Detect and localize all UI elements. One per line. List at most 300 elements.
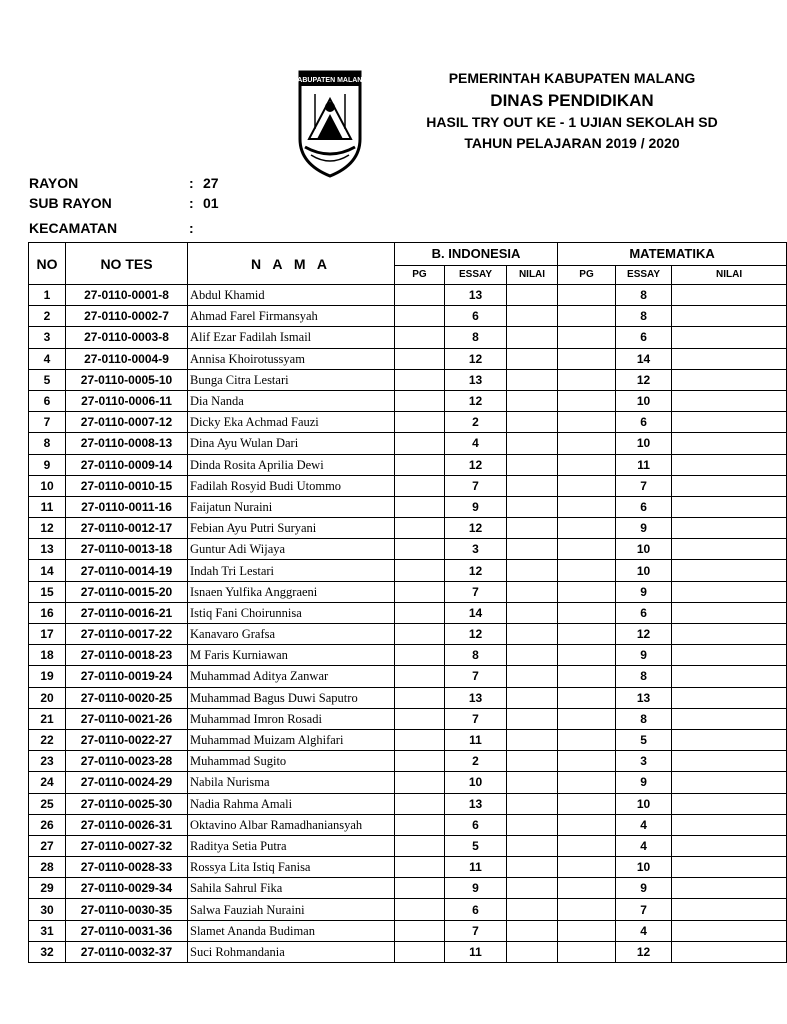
cell-bi-essay: 11: [445, 857, 507, 878]
cell-bi-nilai: [507, 708, 558, 729]
cell-bi-nilai: [507, 941, 558, 962]
cell-no: 20: [29, 687, 66, 708]
cell-bi-pg: [395, 793, 445, 814]
cell-no-tes: 27-0110-0016-21: [66, 602, 188, 623]
cell-bi-pg: [395, 496, 445, 517]
cell-mat-essay: 10: [616, 560, 672, 581]
cell-bi-nilai: [507, 348, 558, 369]
cell-bi-essay: 13: [445, 285, 507, 306]
cell-nama: Fadilah Rosyid Budi Utommo: [188, 475, 395, 496]
cell-bi-pg: [395, 454, 445, 475]
cell-bi-pg: [395, 624, 445, 645]
cell-no-tes: 27-0110-0025-30: [66, 793, 188, 814]
cell-mat-essay: 6: [616, 327, 672, 348]
col-header-bi-essay: ESSAY: [445, 266, 507, 285]
cell-mat-pg: [558, 475, 616, 496]
cell-no: 5: [29, 369, 66, 390]
cell-mat-essay: 9: [616, 878, 672, 899]
cell-bi-nilai: [507, 285, 558, 306]
cell-bi-nilai: [507, 857, 558, 878]
cell-no: 14: [29, 560, 66, 581]
cell-no-tes: 27-0110-0031-36: [66, 920, 188, 941]
table-row: [29, 581, 787, 602]
table-row: [29, 835, 787, 856]
cell-mat-essay: 10: [616, 390, 672, 411]
cell-nama: Guntur Adi Wijaya: [188, 539, 395, 560]
cell-no-tes: 27-0110-0022-27: [66, 729, 188, 750]
cell-nama: Febian Ayu Putri Suryani: [188, 518, 395, 539]
col-header-nama: [188, 243, 395, 285]
table-row: [29, 941, 787, 962]
cell-mat-essay: 10: [616, 539, 672, 560]
table-row: [29, 751, 787, 772]
cell-bi-nilai: [507, 878, 558, 899]
cell-mat-pg: [558, 560, 616, 581]
cell-nama: Dia Nanda: [188, 390, 395, 411]
cell-no: 24: [29, 772, 66, 793]
cell-mat-essay: 14: [616, 348, 672, 369]
cell-mat-nilai: [672, 772, 787, 793]
cell-mat-pg: [558, 814, 616, 835]
cell-mat-nilai: [672, 645, 787, 666]
cell-bi-essay: 7: [445, 581, 507, 602]
cell-bi-pg: [395, 327, 445, 348]
cell-no-tes: 27-0110-0005-10: [66, 369, 188, 390]
cell-no: 18: [29, 645, 66, 666]
results-table: [28, 242, 787, 963]
cell-mat-essay: 7: [616, 899, 672, 920]
cell-mat-nilai: [672, 306, 787, 327]
cell-nama: Isnaen Yulfika Anggraeni: [188, 581, 395, 602]
cell-mat-pg: [558, 751, 616, 772]
cell-no: 22: [29, 729, 66, 750]
cell-mat-essay: 6: [616, 496, 672, 517]
cell-nama: Dinda Rosita Aprilia Dewi: [188, 454, 395, 475]
cell-bi-pg: [395, 687, 445, 708]
cell-no: 32: [29, 941, 66, 962]
cell-no-tes: 27-0110-0018-23: [66, 645, 188, 666]
cell-mat-essay: 10: [616, 433, 672, 454]
table-row: [29, 772, 787, 793]
table-row: [29, 602, 787, 623]
cell-mat-essay: 9: [616, 645, 672, 666]
cell-nama: Rossya Lita Istiq Fanisa: [188, 857, 395, 878]
cell-bi-pg: [395, 433, 445, 454]
cell-mat-pg: [558, 645, 616, 666]
cell-mat-pg: [558, 687, 616, 708]
cell-mat-essay: 8: [616, 306, 672, 327]
cell-bi-essay: 5: [445, 835, 507, 856]
cell-bi-pg: [395, 814, 445, 835]
cell-nama: Nabila Nurisma: [188, 772, 395, 793]
cell-bi-pg: [395, 390, 445, 411]
cell-mat-nilai: [672, 454, 787, 475]
cell-mat-essay: 8: [616, 285, 672, 306]
cell-nama: Sahila Sahrul Fika: [188, 878, 395, 899]
cell-mat-nilai: [672, 390, 787, 411]
cell-no-tes: 27-0110-0003-8: [66, 327, 188, 348]
cell-no-tes: 27-0110-0023-28: [66, 751, 188, 772]
cell-nama: Annisa Khoirotussyam: [188, 348, 395, 369]
table-row: [29, 433, 787, 454]
results-table-body: [29, 285, 787, 963]
cell-bi-essay: 2: [445, 751, 507, 772]
cell-no: 25: [29, 793, 66, 814]
cell-mat-nilai: [672, 602, 787, 623]
cell-nama: Oktavino Albar Ramadhaniansyah: [188, 814, 395, 835]
cell-bi-nilai: [507, 899, 558, 920]
cell-nama: Muhammad Imron Rosadi: [188, 708, 395, 729]
cell-no: 8: [29, 433, 66, 454]
cell-bi-essay: 8: [445, 327, 507, 348]
kabupaten-malang-crest-icon: [292, 69, 368, 179]
cell-bi-nilai: [507, 687, 558, 708]
cell-no: 21: [29, 708, 66, 729]
cell-mat-essay: 11: [616, 454, 672, 475]
cell-mat-nilai: [672, 560, 787, 581]
cell-bi-nilai: [507, 814, 558, 835]
cell-bi-nilai: [507, 624, 558, 645]
cell-mat-pg: [558, 835, 616, 856]
cell-bi-essay: 12: [445, 560, 507, 581]
cell-no: 30: [29, 899, 66, 920]
cell-no: 10: [29, 475, 66, 496]
table-row: [29, 687, 787, 708]
table-row: [29, 729, 787, 750]
cell-mat-essay: 4: [616, 835, 672, 856]
cell-bi-essay: 12: [445, 348, 507, 369]
rayon-colon: :: [189, 175, 194, 191]
cell-bi-nilai: [507, 306, 558, 327]
cell-no: 7: [29, 412, 66, 433]
cell-bi-nilai: [507, 518, 558, 539]
cell-mat-essay: 3: [616, 751, 672, 772]
cell-no-tes: 27-0110-0028-33: [66, 857, 188, 878]
cell-bi-nilai: [507, 496, 558, 517]
col-header-mat-essay: ESSAY: [616, 266, 672, 285]
col-header-no-tes: NO TES: [66, 243, 188, 285]
cell-bi-essay: 12: [445, 518, 507, 539]
cell-bi-pg: [395, 348, 445, 369]
cell-bi-pg: [395, 729, 445, 750]
cell-bi-nilai: [507, 412, 558, 433]
cell-mat-pg: [558, 708, 616, 729]
cell-mat-essay: 6: [616, 412, 672, 433]
cell-no-tes: 27-0110-0015-20: [66, 581, 188, 602]
cell-nama: Istiq Fani Choirunnisa: [188, 602, 395, 623]
cell-bi-nilai: [507, 772, 558, 793]
cell-bi-essay: 11: [445, 729, 507, 750]
cell-mat-essay: 12: [616, 941, 672, 962]
cell-mat-pg: [558, 857, 616, 878]
header-exam-title: HASIL TRY OUT KE - 1 UJIAN SEKOLAH SD: [426, 114, 718, 130]
cell-mat-pg: [558, 666, 616, 687]
cell-bi-essay: 11: [445, 941, 507, 962]
cell-no-tes: 27-0110-0017-22: [66, 624, 188, 645]
cell-mat-pg: [558, 433, 616, 454]
cell-nama: Nadia Rahma Amali: [188, 793, 395, 814]
table-row: [29, 454, 787, 475]
cell-no-tes: 27-0110-0007-12: [66, 412, 188, 433]
cell-no-tes: 27-0110-0032-37: [66, 941, 188, 962]
table-row: [29, 857, 787, 878]
cell-bi-nilai: [507, 602, 558, 623]
cell-mat-essay: 8: [616, 708, 672, 729]
cell-bi-pg: [395, 920, 445, 941]
cell-mat-essay: 4: [616, 814, 672, 835]
cell-bi-essay: 6: [445, 899, 507, 920]
cell-bi-essay: 3: [445, 539, 507, 560]
cell-bi-nilai: [507, 666, 558, 687]
cell-bi-essay: 8: [445, 645, 507, 666]
crest-title: KABUPATEN MALANG: [292, 77, 368, 84]
cell-no-tes: 27-0110-0020-25: [66, 687, 188, 708]
cell-nama: Bunga Citra Lestari: [188, 369, 395, 390]
cell-no-tes: 27-0110-0004-9: [66, 348, 188, 369]
results-table-viewport: [28, 242, 742, 968]
cell-mat-pg: [558, 941, 616, 962]
cell-mat-essay: 8: [616, 666, 672, 687]
cell-mat-nilai: [672, 327, 787, 348]
cell-mat-nilai: [672, 518, 787, 539]
cell-bi-nilai: [507, 560, 558, 581]
kecamatan-row: [29, 220, 203, 236]
cell-bi-essay: 7: [445, 666, 507, 687]
cell-nama: Salwa Fauziah Nuraini: [188, 899, 395, 920]
cell-bi-nilai: [507, 369, 558, 390]
cell-mat-nilai: [672, 835, 787, 856]
cell-bi-pg: [395, 751, 445, 772]
cell-no: 2: [29, 306, 66, 327]
cell-bi-pg: [395, 899, 445, 920]
cell-nama: Dicky Eka Achmad Fauzi: [188, 412, 395, 433]
cell-bi-essay: 13: [445, 687, 507, 708]
cell-mat-nilai: [672, 687, 787, 708]
col-header-mat-nilai: NILAI: [672, 266, 787, 285]
cell-mat-pg: [558, 602, 616, 623]
table-row: [29, 412, 787, 433]
rayon-value: 27: [203, 175, 219, 191]
kecamatan-label: KECAMATAN: [29, 220, 118, 236]
table-row: [29, 348, 787, 369]
cell-no: 12: [29, 518, 66, 539]
cell-nama: Muhammad Sugito: [188, 751, 395, 772]
cell-no-tes: 27-0110-0026-31: [66, 814, 188, 835]
cell-nama: Kanavaro Grafsa: [188, 624, 395, 645]
cell-mat-pg: [558, 624, 616, 645]
cell-bi-essay: 12: [445, 454, 507, 475]
cell-nama: Alif Ezar Fadilah Ismail: [188, 327, 395, 348]
cell-mat-essay: 9: [616, 581, 672, 602]
cell-mat-nilai: [672, 708, 787, 729]
cell-mat-nilai: [672, 348, 787, 369]
cell-bi-nilai: [507, 729, 558, 750]
table-row: [29, 920, 787, 941]
subrayon-label: SUB RAYON: [29, 195, 112, 211]
cell-mat-nilai: [672, 285, 787, 306]
cell-no: 28: [29, 857, 66, 878]
cell-bi-nilai: [507, 645, 558, 666]
cell-bi-essay: 7: [445, 708, 507, 729]
cell-mat-pg: [558, 729, 616, 750]
cell-bi-essay: 2: [445, 412, 507, 433]
col-header-nama-text: N A M A: [250, 255, 332, 272]
cell-no-tes: 27-0110-0001-8: [66, 285, 188, 306]
table-row: [29, 518, 787, 539]
cell-bi-essay: 4: [445, 433, 507, 454]
rayon-label: RAYON: [29, 175, 79, 191]
table-row: [29, 814, 787, 835]
cell-mat-nilai: [672, 729, 787, 750]
table-row: [29, 285, 787, 306]
cell-no: 1: [29, 285, 66, 306]
cell-bi-nilai: [507, 920, 558, 941]
table-row: [29, 369, 787, 390]
cell-mat-pg: [558, 348, 616, 369]
cell-mat-pg: [558, 772, 616, 793]
table-row: [29, 793, 787, 814]
cell-bi-pg: [395, 369, 445, 390]
cell-no: 17: [29, 624, 66, 645]
cell-no: 9: [29, 454, 66, 475]
cell-mat-nilai: [672, 941, 787, 962]
cell-no-tes: 27-0110-0010-15: [66, 475, 188, 496]
subrayon-colon: :: [189, 195, 194, 211]
cell-no-tes: 27-0110-0009-14: [66, 454, 188, 475]
cell-no: 19: [29, 666, 66, 687]
cell-bi-pg: [395, 708, 445, 729]
cell-no-tes: 27-0110-0012-17: [66, 518, 188, 539]
cell-bi-nilai: [507, 539, 558, 560]
cell-no-tes: 27-0110-0024-29: [66, 772, 188, 793]
cell-mat-nilai: [672, 433, 787, 454]
cell-no: 23: [29, 751, 66, 772]
rayon-row: [29, 175, 219, 191]
cell-bi-nilai: [507, 327, 558, 348]
cell-bi-pg: [395, 285, 445, 306]
cell-no-tes: 27-0110-0029-34: [66, 878, 188, 899]
cell-bi-essay: 13: [445, 793, 507, 814]
cell-bi-pg: [395, 560, 445, 581]
table-row: [29, 306, 787, 327]
cell-mat-essay: 4: [616, 920, 672, 941]
cell-nama: Indah Tri Lestari: [188, 560, 395, 581]
subrayon-row: [29, 195, 219, 211]
cell-nama: Muhammad Bagus Duwi Saputro: [188, 687, 395, 708]
cell-no: 26: [29, 814, 66, 835]
cell-bi-pg: [395, 666, 445, 687]
table-row: [29, 560, 787, 581]
cell-no: 4: [29, 348, 66, 369]
cell-nama: Muhammad Aditya Zanwar: [188, 666, 395, 687]
cell-bi-pg: [395, 412, 445, 433]
cell-mat-essay: 9: [616, 518, 672, 539]
cell-no-tes: 27-0110-0006-11: [66, 390, 188, 411]
cell-bi-nilai: [507, 835, 558, 856]
cell-mat-essay: 7: [616, 475, 672, 496]
cell-no: 16: [29, 602, 66, 623]
cell-bi-essay: 7: [445, 475, 507, 496]
cell-bi-pg: [395, 941, 445, 962]
cell-mat-nilai: [672, 814, 787, 835]
cell-mat-nilai: [672, 899, 787, 920]
cell-no-tes: 27-0110-0011-16: [66, 496, 188, 517]
subrayon-value: 01: [203, 195, 219, 211]
cell-mat-essay: 9: [616, 772, 672, 793]
cell-mat-nilai: [672, 666, 787, 687]
cell-mat-pg: [558, 899, 616, 920]
cell-bi-pg: [395, 857, 445, 878]
cell-no-tes: 27-0110-0019-24: [66, 666, 188, 687]
cell-no: 13: [29, 539, 66, 560]
cell-no: 3: [29, 327, 66, 348]
cell-mat-pg: [558, 390, 616, 411]
cell-bi-essay: 9: [445, 878, 507, 899]
cell-no-tes: 27-0110-0008-13: [66, 433, 188, 454]
cell-mat-nilai: [672, 793, 787, 814]
cell-bi-essay: 6: [445, 306, 507, 327]
cell-mat-pg: [558, 581, 616, 602]
cell-bi-nilai: [507, 475, 558, 496]
cell-mat-pg: [558, 793, 616, 814]
cell-no-tes: 27-0110-0021-26: [66, 708, 188, 729]
cell-mat-essay: 6: [616, 602, 672, 623]
cell-bi-nilai: [507, 390, 558, 411]
table-row: [29, 496, 787, 517]
cell-mat-nilai: [672, 751, 787, 772]
col-header-bi-pg: PG: [395, 266, 445, 285]
table-row: [29, 878, 787, 899]
cell-no-tes: 27-0110-0014-19: [66, 560, 188, 581]
table-row: [29, 327, 787, 348]
cell-mat-nilai: [672, 539, 787, 560]
cell-mat-pg: [558, 306, 616, 327]
cell-bi-essay: 10: [445, 772, 507, 793]
cell-mat-essay: 10: [616, 793, 672, 814]
cell-bi-pg: [395, 306, 445, 327]
col-header-mat-pg: PG: [558, 266, 616, 285]
table-row: [29, 624, 787, 645]
cell-mat-pg: [558, 920, 616, 941]
cell-mat-pg: [558, 454, 616, 475]
cell-bi-pg: [395, 835, 445, 856]
cell-no-tes: 27-0110-0030-35: [66, 899, 188, 920]
cell-mat-nilai: [672, 857, 787, 878]
cell-mat-pg: [558, 285, 616, 306]
cell-bi-essay: 12: [445, 624, 507, 645]
cell-bi-nilai: [507, 751, 558, 772]
cell-mat-pg: [558, 369, 616, 390]
col-header-no: NO: [29, 243, 66, 285]
cell-mat-essay: 13: [616, 687, 672, 708]
cell-nama: Raditya Setia Putra: [188, 835, 395, 856]
cell-mat-pg: [558, 327, 616, 348]
cell-mat-nilai: [672, 878, 787, 899]
cell-bi-nilai: [507, 433, 558, 454]
cell-mat-pg: [558, 539, 616, 560]
col-header-bi-nilai: NILAI: [507, 266, 558, 285]
table-row: [29, 899, 787, 920]
table-header-row: [29, 243, 787, 266]
cell-nama: Ahmad Farel Firmansyah: [188, 306, 395, 327]
cell-mat-nilai: [672, 624, 787, 645]
cell-no-tes: 27-0110-0013-18: [66, 539, 188, 560]
cell-mat-essay: 12: [616, 624, 672, 645]
cell-nama: Suci Rohmandania: [188, 941, 395, 962]
cell-bi-pg: [395, 581, 445, 602]
cell-mat-pg: [558, 496, 616, 517]
cell-bi-essay: 7: [445, 920, 507, 941]
